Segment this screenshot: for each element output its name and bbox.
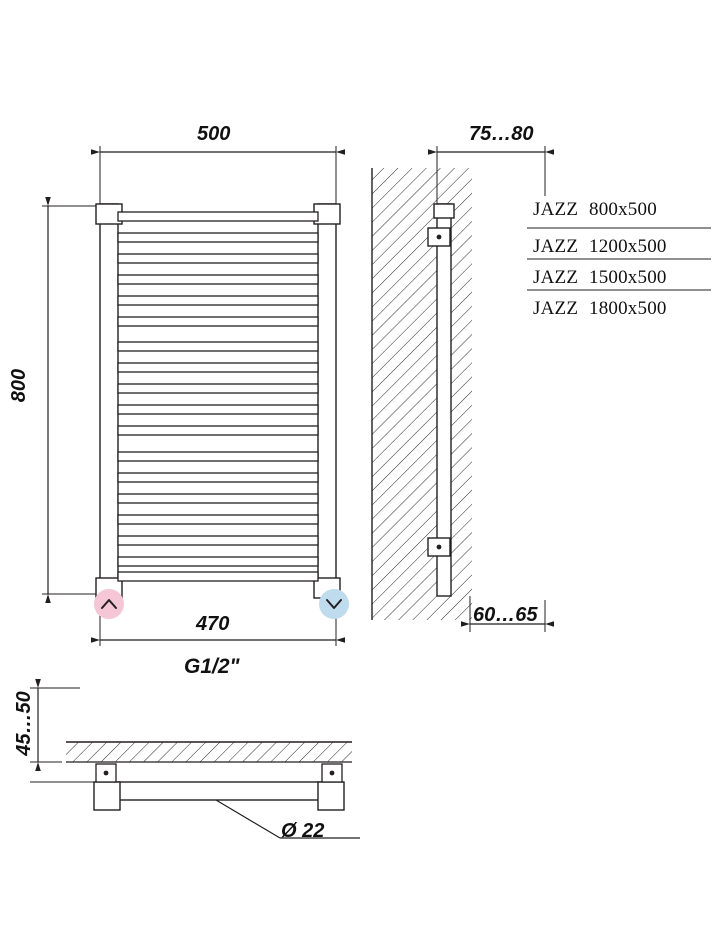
- model-row-0-size: 800x500: [589, 199, 657, 220]
- model-row-3-size: 1800x500: [589, 298, 667, 319]
- dimension-label-floor-gap: 45…50: [12, 691, 35, 756]
- front-view-group: [42, 146, 349, 646]
- model-row-3-name: JAZZ: [533, 298, 579, 319]
- dim-800-extensions: [42, 206, 106, 594]
- model-row-2-name: JAZZ: [533, 267, 579, 288]
- dimension-label-wall-depth: 75…80: [469, 123, 534, 145]
- bottom-pipe-fittings: [96, 764, 342, 782]
- dimension-label-width-top: 500: [197, 123, 231, 145]
- dimension-label-height-left: 800: [8, 368, 31, 403]
- outlet-connector-badge[interactable]: [319, 589, 349, 619]
- rail-bars: [118, 212, 318, 581]
- inlet-connector-badge[interactable]: [94, 589, 124, 619]
- wall-hatch: [372, 168, 472, 620]
- side-top-cap: [434, 204, 454, 218]
- model-row-2-size: 1500x500: [589, 267, 667, 288]
- model-row-1-size: 1200x500: [589, 236, 667, 257]
- dimension-label-width-bottom: 470: [196, 613, 230, 635]
- side-profile-body: [437, 204, 451, 596]
- floor-hatch: [66, 742, 352, 762]
- dim-500-extensions: [100, 146, 336, 210]
- bottom-pipe: [94, 782, 344, 810]
- model-row-0-name: JAZZ: [533, 199, 579, 220]
- model-row-1-name: JAZZ: [533, 236, 579, 257]
- thread-size-label: G1/2": [184, 655, 240, 678]
- bottom-view-group: [30, 688, 360, 838]
- dimension-label-bracket-depth: 60…65: [473, 604, 538, 626]
- side-view-group: [372, 146, 545, 632]
- dimension-label-pipe-diameter: Ø 22: [281, 820, 325, 842]
